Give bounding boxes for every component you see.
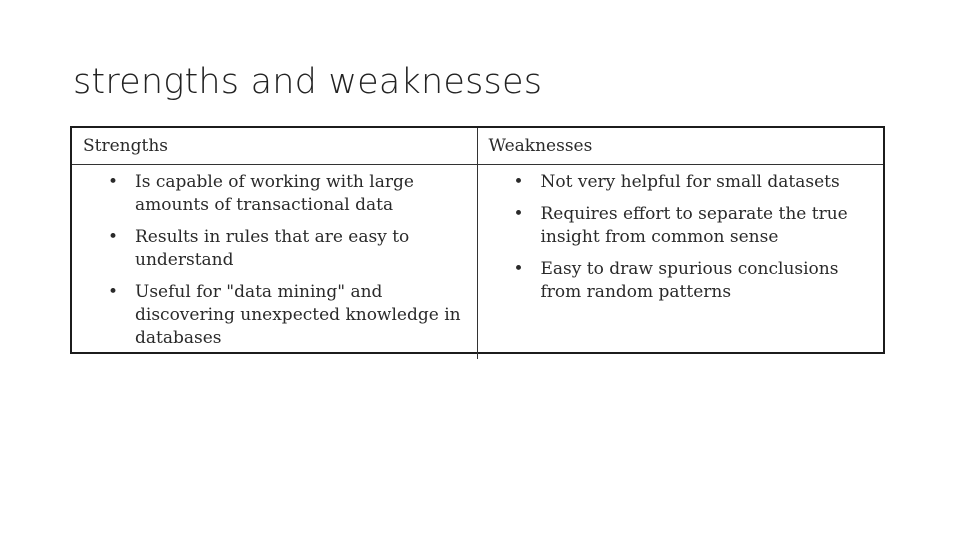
strength-text: Is capable of working with large amounts of transactional data	[135, 172, 414, 215]
strengths-cell	[72, 165, 477, 360]
weakness-text: Requires effort to separate the true insight from common sense	[540, 204, 848, 247]
bullet-icon: •	[513, 204, 524, 224]
strengths-header: Strengths	[72, 128, 477, 165]
list-item	[478, 203, 884, 249]
weakness-text: Easy to draw spurious conclusions from random patterns	[540, 259, 839, 302]
strengths-list	[72, 171, 477, 350]
table-row	[72, 165, 883, 360]
bullet-icon: •	[108, 227, 119, 247]
weaknesses-cell	[477, 165, 883, 360]
weaknesses-header: Weaknesses	[477, 128, 883, 165]
table-header-row	[72, 128, 883, 165]
strength-text: Results in rules that are easy to understand	[135, 227, 410, 270]
list-item	[72, 171, 477, 217]
bullet-icon: •	[513, 259, 524, 279]
list-item	[72, 281, 477, 350]
slide-title: strengths and weaknesses	[73, 62, 543, 102]
strengths-weaknesses-table	[70, 126, 885, 354]
weaknesses-list	[478, 171, 884, 304]
list-item	[72, 226, 477, 272]
weakness-text: Not very helpful for small datasets	[540, 172, 840, 192]
bullet-icon: •	[108, 172, 119, 192]
list-item	[478, 258, 884, 304]
strength-text: Useful for "data mining" and discovering unexpected knowledge in databases	[135, 282, 461, 348]
list-item	[478, 171, 884, 194]
bullet-icon: •	[108, 282, 119, 302]
bullet-icon: •	[513, 172, 524, 192]
comparison-table	[72, 128, 883, 359]
